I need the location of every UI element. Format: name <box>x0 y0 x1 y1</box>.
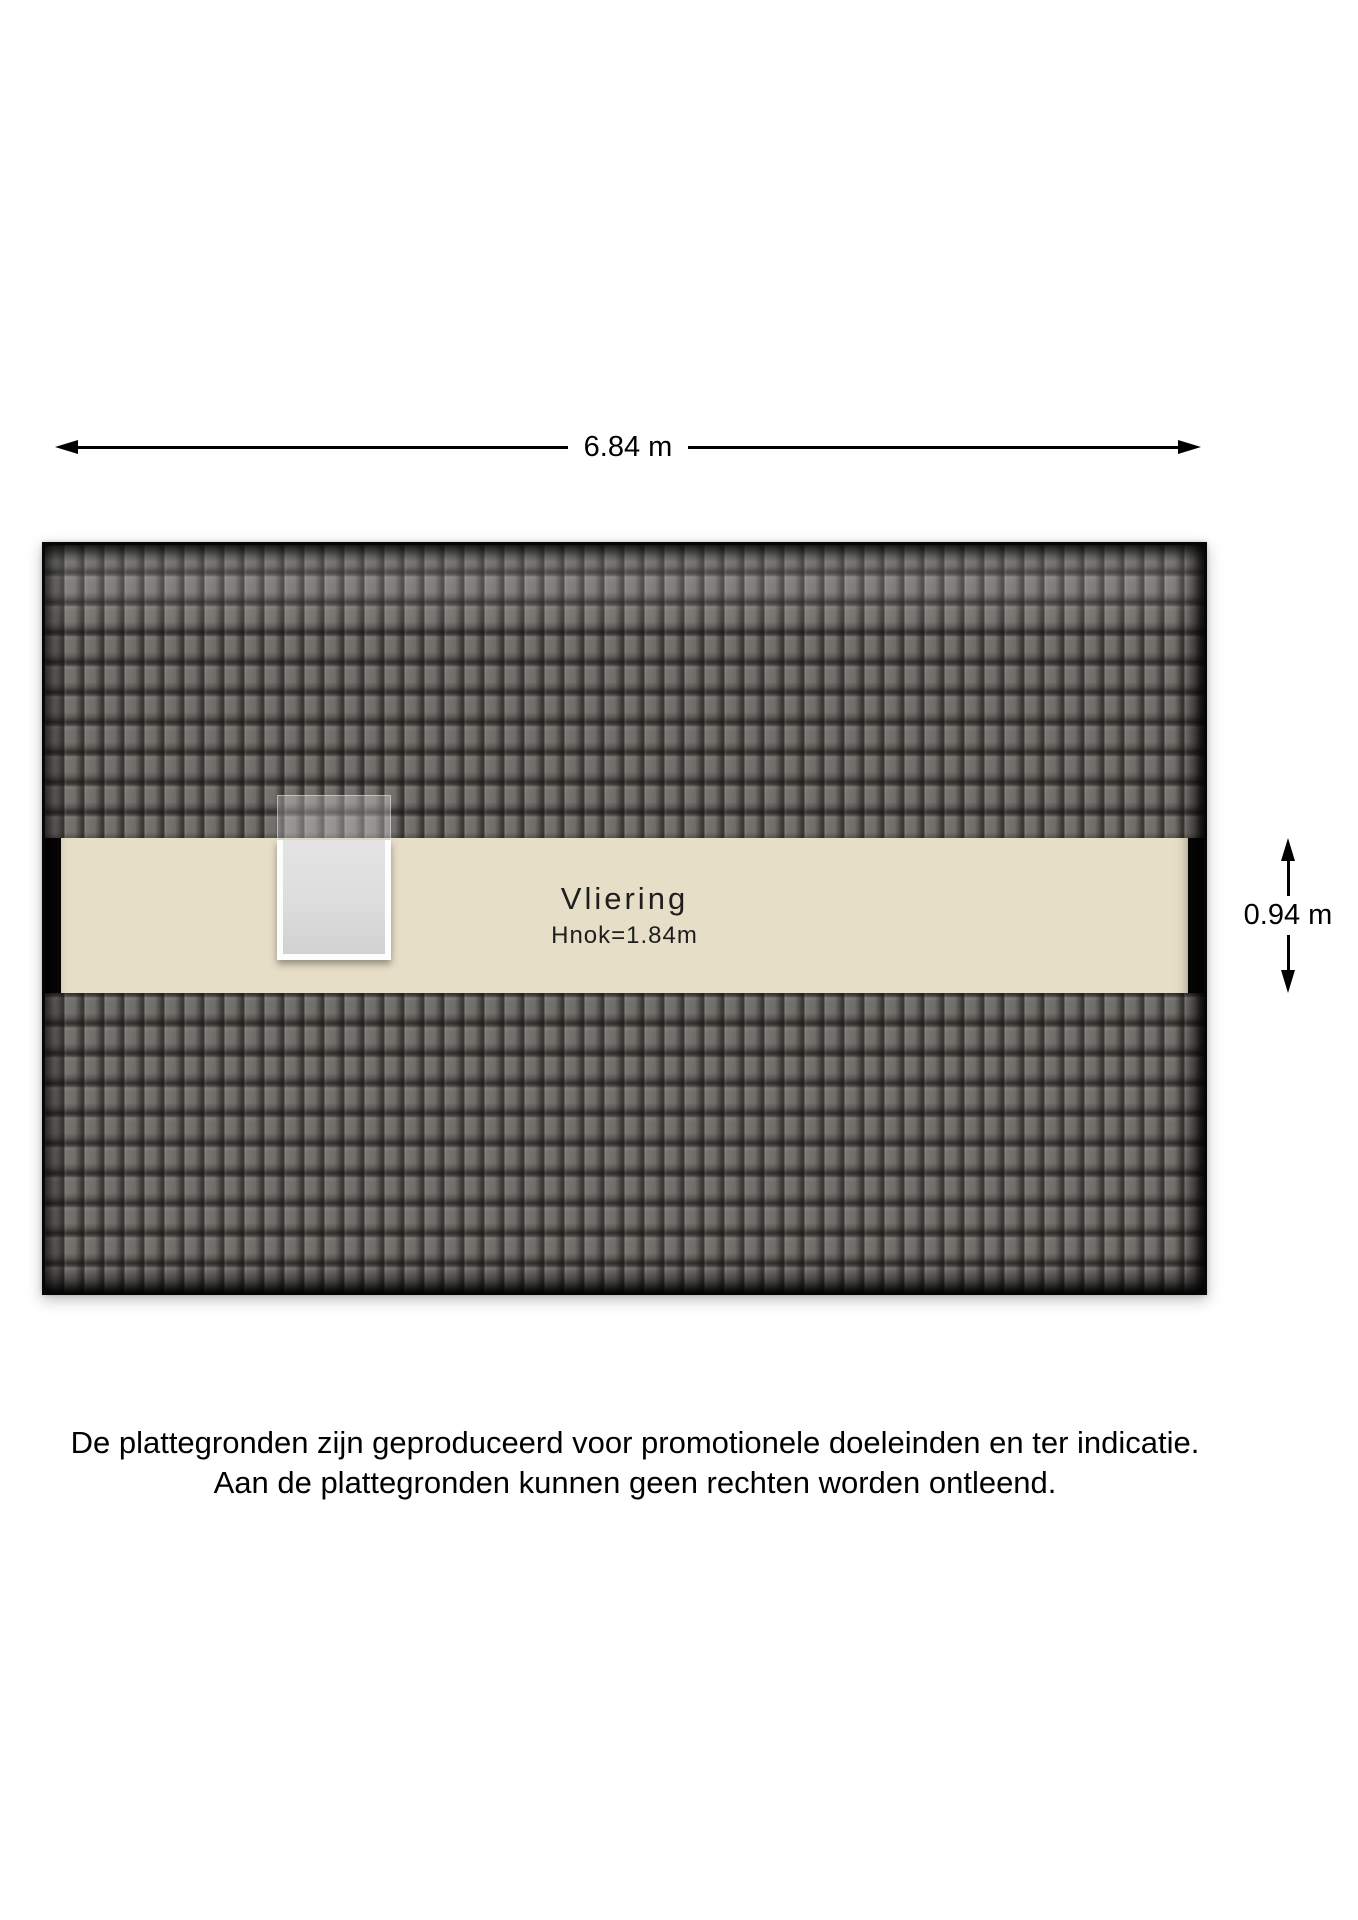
dimension-line-top <box>1287 861 1290 896</box>
ridge-height-label: Hnok=1.84m <box>551 922 698 949</box>
vliering-room <box>42 838 1207 993</box>
floorplan-drawing <box>42 542 1207 1295</box>
disclaimer-line-2: Aan de plattegronden kunnen geen rechten worden ontleend. <box>213 1465 1057 1500</box>
dimension-line-bottom <box>1287 935 1290 970</box>
width-dimension-label: 6.84 m <box>583 430 673 463</box>
skylight-window <box>277 795 391 960</box>
arrowhead-up-icon <box>1281 838 1295 861</box>
arrowhead-left-icon <box>55 440 78 454</box>
arrowhead-right-icon <box>1178 440 1201 454</box>
skylight-overlap <box>277 795 391 840</box>
room-name-label: Vliering <box>560 881 689 916</box>
disclaimer-line-1: De plattegronden zijn geproduceerd voor promotionele doeleinden en ter indicatie. <box>70 1425 1200 1460</box>
height-dimension-label: 0.94 m <box>1243 899 1333 931</box>
roof-tiles-bottom <box>42 993 1207 1295</box>
skylight-frame <box>277 840 391 960</box>
height-dimension <box>1238 838 1338 993</box>
dimension-line-left <box>78 446 568 449</box>
width-dimension <box>55 432 1201 462</box>
roof-tiles-top <box>42 542 1207 838</box>
arrowhead-down-icon <box>1281 970 1295 993</box>
dimension-line-right <box>688 446 1178 449</box>
disclaimer-text <box>0 1423 1270 1503</box>
